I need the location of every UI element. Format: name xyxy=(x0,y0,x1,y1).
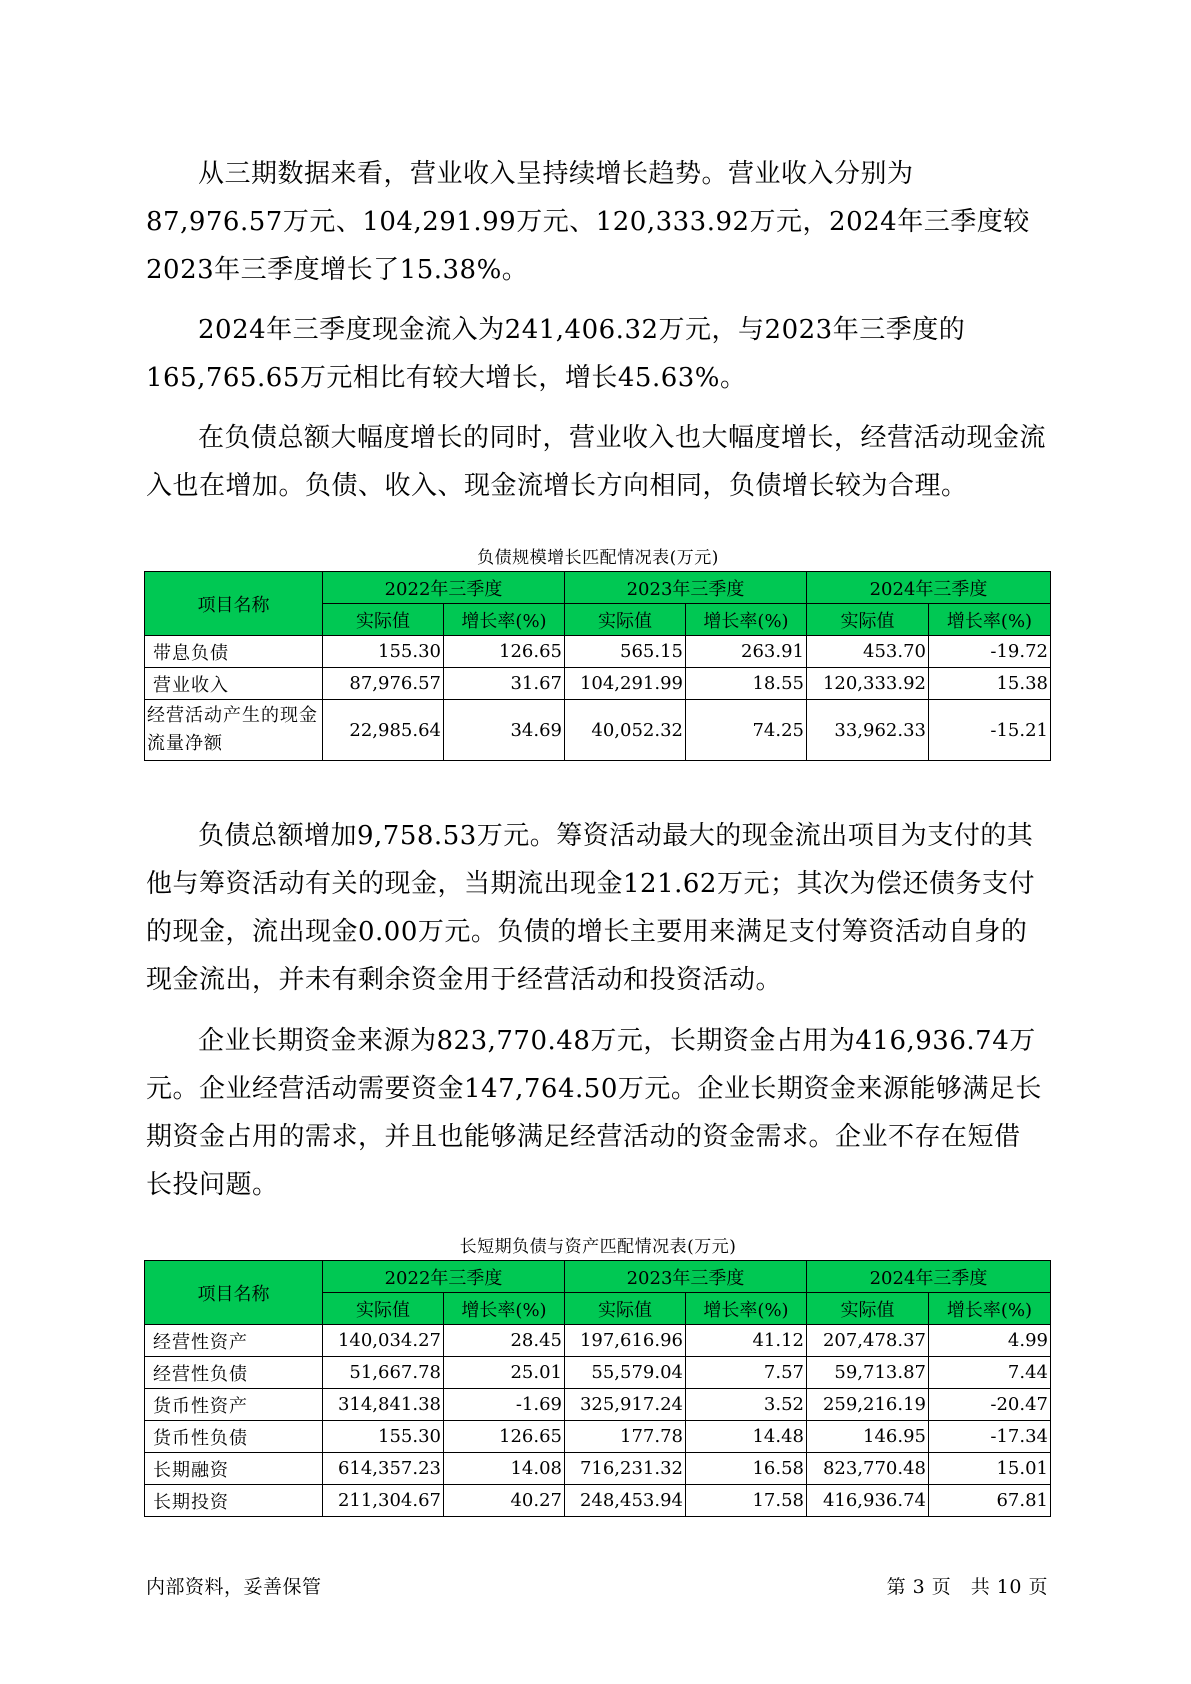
debt-growth-table xyxy=(144,571,1051,761)
cell-value: 28.45 xyxy=(444,1325,565,1357)
header-actual: 实际值 xyxy=(323,1293,444,1325)
cell-value: 22,985.64 xyxy=(323,700,444,761)
table-row xyxy=(145,1389,1051,1421)
footer-page-number: 第 3 页 共 10 页 xyxy=(886,1576,1048,1598)
cell-value: 3.52 xyxy=(686,1389,807,1421)
cell-value: 177.78 xyxy=(565,1421,686,1453)
cell-value: -20.47 xyxy=(929,1389,1051,1421)
cell-value: 25.01 xyxy=(444,1357,565,1389)
cell-value: 14.48 xyxy=(686,1421,807,1453)
cell-value: 248,453.94 xyxy=(565,1485,686,1517)
row-name: 带息负债 xyxy=(145,636,323,668)
cell-value: 87,976.57 xyxy=(323,668,444,700)
header-actual: 实际值 xyxy=(323,604,444,636)
cell-value: 15.01 xyxy=(929,1453,1051,1485)
cell-value: 55,579.04 xyxy=(565,1357,686,1389)
cell-value: 126.65 xyxy=(444,1421,565,1453)
table-row xyxy=(145,1325,1051,1357)
cell-value: 51,667.78 xyxy=(323,1357,444,1389)
row-name: 货币性资产 xyxy=(145,1389,323,1421)
cell-value: 325,917.24 xyxy=(565,1389,686,1421)
paragraph-cash-inflow: 2024年三季度现金流入为241,406.32万元，与2023年三季度的165,765.65万元相比有较大增长，增长45.63%。 xyxy=(146,315,966,393)
row-name: 经营性负债 xyxy=(145,1357,323,1389)
header-item-name: 项目名称 xyxy=(145,1261,323,1325)
header-growth: 增长率(%) xyxy=(686,604,807,636)
cell-value: 40.27 xyxy=(444,1485,565,1517)
cell-value: 17.58 xyxy=(686,1485,807,1517)
cell-value: 14.08 xyxy=(444,1453,565,1485)
header-actual: 实际值 xyxy=(565,604,686,636)
cell-value: 259,216.19 xyxy=(807,1389,929,1421)
cell-value: 120,333.92 xyxy=(807,668,929,700)
table-row xyxy=(145,1453,1051,1485)
header-period: 2024年三季度 xyxy=(807,572,1051,604)
cell-value: 4.99 xyxy=(929,1325,1051,1357)
table-row xyxy=(145,1485,1051,1517)
cell-value: 40,052.32 xyxy=(565,700,686,761)
header-period: 2023年三季度 xyxy=(565,1261,807,1293)
cell-value: 41.12 xyxy=(686,1325,807,1357)
cell-value: 59,713.87 xyxy=(807,1357,929,1389)
cell-value: -1.69 xyxy=(444,1389,565,1421)
table2-caption: 长短期负债与资产匹配情况表(万元) xyxy=(459,1237,737,1257)
paragraph-long-term-funds: 企业长期资金来源为823,770.48万元，长期资金占用为416,936.74万元。企业经营活动需要资金147,764.50万元。企业长期资金来源能够满足长期资金占用的需求，并且也能够满足经营活动的资金需求。企业不存在短借长投问题。 xyxy=(146,1026,1042,1200)
header-growth: 增长率(%) xyxy=(929,604,1051,636)
cell-value: 263.91 xyxy=(686,636,807,668)
cell-value: 565.15 xyxy=(565,636,686,668)
footer-confidential-note: 内部资料，妥善保管 xyxy=(146,1576,322,1598)
header-growth: 增长率(%) xyxy=(686,1293,807,1325)
cell-value: 16.58 xyxy=(686,1453,807,1485)
cell-value: -17.34 xyxy=(929,1421,1051,1453)
cell-value: 146.95 xyxy=(807,1421,929,1453)
table1-caption: 负债规模增长匹配情况表(万元) xyxy=(477,548,719,568)
cell-value: 453.70 xyxy=(807,636,929,668)
row-name: 经营性资产 xyxy=(145,1325,323,1357)
cell-value: -19.72 xyxy=(929,636,1051,668)
cell-value: 74.25 xyxy=(686,700,807,761)
table-row xyxy=(145,668,1051,700)
table-row xyxy=(145,1357,1051,1389)
cell-value: 15.38 xyxy=(929,668,1051,700)
cell-value: 155.30 xyxy=(323,1421,444,1453)
table-row xyxy=(145,636,1051,668)
cell-value: 416,936.74 xyxy=(807,1485,929,1517)
cell-value: 104,291.99 xyxy=(565,668,686,700)
cell-value: 211,304.67 xyxy=(323,1485,444,1517)
cell-value: 126.65 xyxy=(444,636,565,668)
cell-value: 31.67 xyxy=(444,668,565,700)
paragraph-revenue-trend: 从三期数据来看，营业收入呈持续增长趋势。营业收入分别为87,976.57万元、104,291.99万元、120,333.92万元，2024年三季度较2023年三季度增长了15.38%。 xyxy=(146,159,1030,285)
cell-value: 18.55 xyxy=(686,668,807,700)
cell-value: 33,962.33 xyxy=(807,700,929,761)
cell-value: 314,841.38 xyxy=(323,1389,444,1421)
cell-value: 7.44 xyxy=(929,1357,1051,1389)
header-period: 2024年三季度 xyxy=(807,1261,1051,1293)
cell-value: 7.57 xyxy=(686,1357,807,1389)
header-period: 2022年三季度 xyxy=(323,572,565,604)
row-name: 营业收入 xyxy=(145,668,323,700)
row-name: 长期融资 xyxy=(145,1453,323,1485)
table-row xyxy=(145,700,1051,761)
cell-value: 34.69 xyxy=(444,700,565,761)
paragraph-debt-reasonable: 在负债总额大幅度增长的同时，营业收入也大幅度增长，经营活动现金流入也在增加。负债、收入、现金流增长方向相同，负债增长较为合理。 xyxy=(146,423,1047,501)
cell-value: 197,616.96 xyxy=(565,1325,686,1357)
header-growth: 增长率(%) xyxy=(444,1293,565,1325)
cell-value: 67.81 xyxy=(929,1485,1051,1517)
cell-value: 823,770.48 xyxy=(807,1453,929,1485)
paragraph-debt-increase: 负债总额增加9,758.53万元。筹资活动最大的现金流出项目为支付的其他与筹资活动有关的现金，当期流出现金121.62万元；其次为偿还债务支付的现金，流出现金0.00万元。负债的增长主要用来满足支付筹资活动自身的现金流出，并未有剩余资金用于经营活动和投资活动。 xyxy=(146,821,1035,995)
header-growth: 增长率(%) xyxy=(444,604,565,636)
debt-asset-match-table xyxy=(144,1260,1051,1517)
table-row xyxy=(145,1421,1051,1453)
header-actual: 实际值 xyxy=(807,604,929,636)
header-actual: 实际值 xyxy=(565,1293,686,1325)
cell-value: -15.21 xyxy=(929,700,1051,761)
cell-value: 207,478.37 xyxy=(807,1325,929,1357)
row-name: 经营活动产生的现金流量净额 xyxy=(145,700,323,761)
cell-value: 155.30 xyxy=(323,636,444,668)
cell-value: 716,231.32 xyxy=(565,1453,686,1485)
cell-value: 614,357.23 xyxy=(323,1453,444,1485)
row-name: 货币性负债 xyxy=(145,1421,323,1453)
header-period: 2023年三季度 xyxy=(565,572,807,604)
cell-value: 140,034.27 xyxy=(323,1325,444,1357)
header-actual: 实际值 xyxy=(807,1293,929,1325)
header-growth: 增长率(%) xyxy=(929,1293,1051,1325)
header-period: 2022年三季度 xyxy=(323,1261,565,1293)
row-name: 长期投资 xyxy=(145,1485,323,1517)
header-item-name: 项目名称 xyxy=(145,572,323,636)
